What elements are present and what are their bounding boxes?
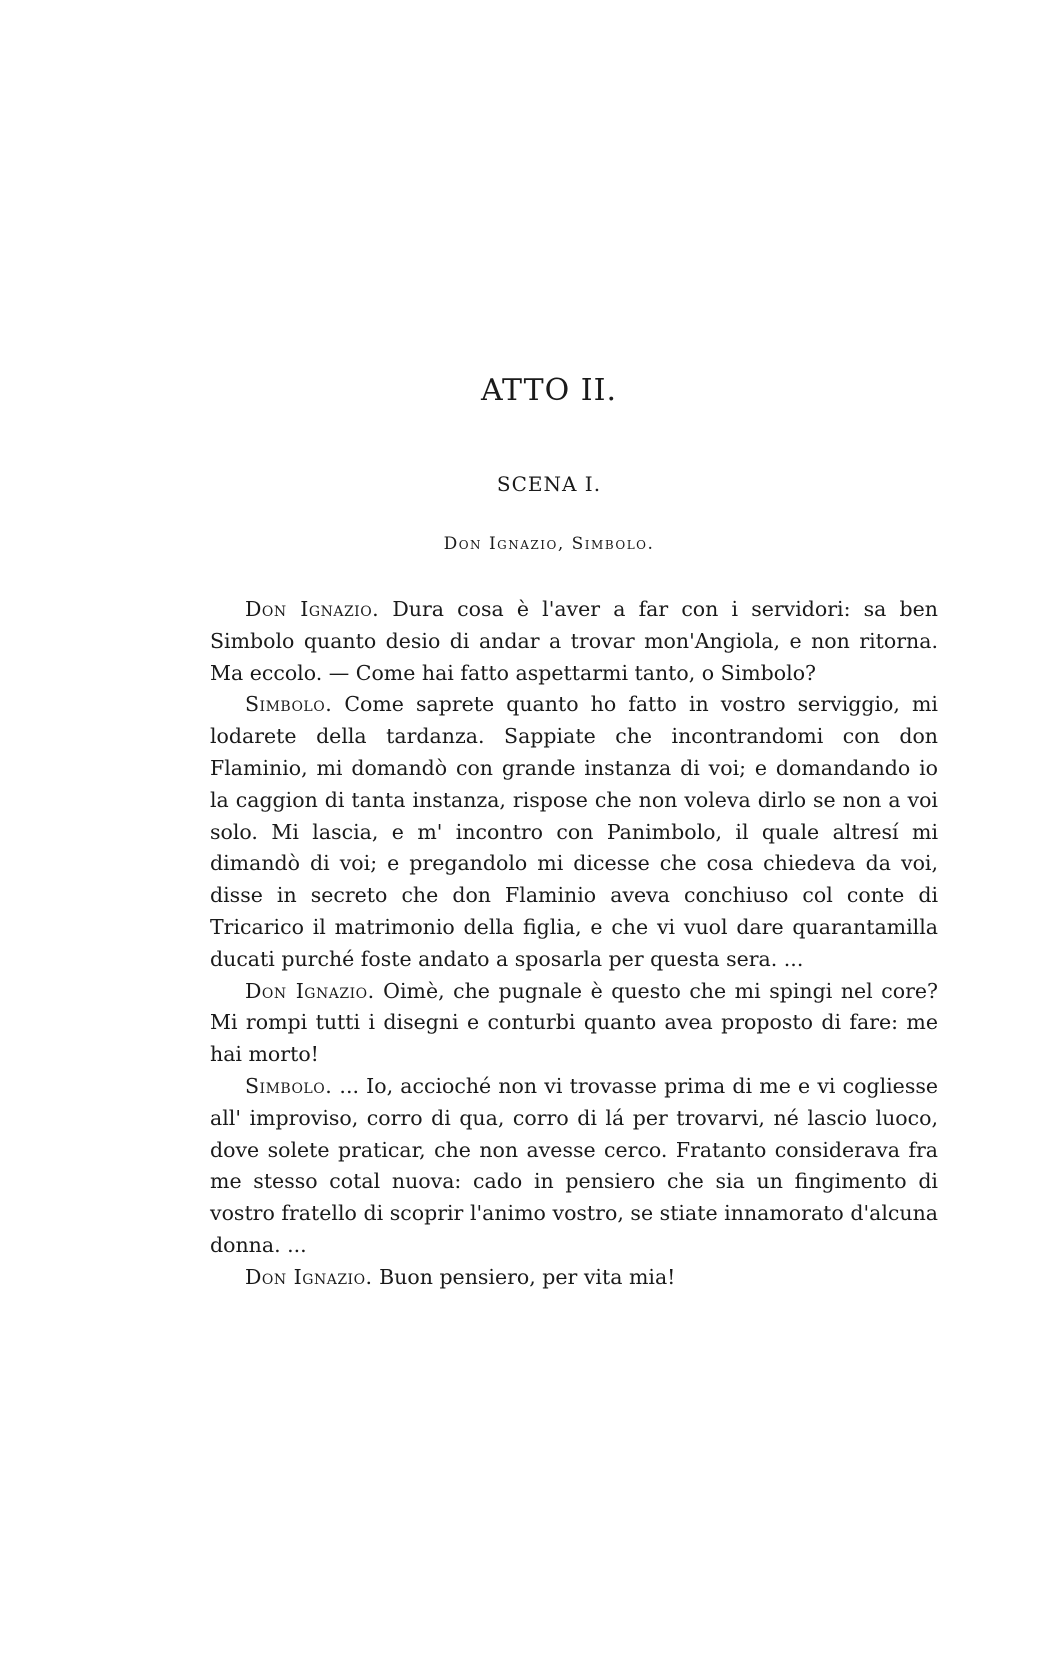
speech-text: Come saprete quanto ho fatto in vostro serviggio, mi lodarete della tardanza. Sappiate che incontrandomi con don Flaminio, mi domandò con grande instanza di voi; e domandando io la caggion di tanta instanza, rispose che non voleva dirlo se non a voi solo. Mi lascia, e m' incontro con Panimbolo, il quale altresí mi dimandò di voi; e pregandolo mi dicesse che cosa chiedeva da voi, disse in secreto che don Flaminio aveva conchiuso col conte di Tricarico il matrimonio della figlia, e che vi vuol dare quarantamilla ducati purché foste andato a sposarla per questa sera. ... [210, 692, 938, 971]
dialogue-paragraph [210, 1262, 938, 1294]
speech-text: ... Io, accioché non vi trovasse prima di me e vi cogliesse all' improviso, corro di qua, corro di lá per trovarvi, né lascio luoco, dove solete praticar, che non avesse cerco. Fratanto considerava fra me stesso cotal nuova: cado in pensiero che sia un fingimento di vostro fratello di scoprir l'animo vostro, se stiate innamorato d'alcuna donna. ... [210, 1073, 938, 1257]
speaker-name: Don Ignazio. [245, 978, 375, 1003]
dialogue-body [210, 594, 938, 1294]
speech-text: Buon pensiero, per vita mia! [379, 1264, 676, 1289]
dialogue-paragraph [210, 1071, 938, 1262]
dialogue-paragraph [210, 689, 938, 975]
speech-text: Oimè, che pugnale è questo che mi spingi nel core? Mi rompi tutti i disegni e conturbi quanto avea proposto di fare: me hai morto! [210, 978, 938, 1067]
speech-text: Dura cosa è l'aver a far con i servidori: sa ben Simbolo quanto desio di andar a trovar mon'Angiola, e non ritorna. Ma eccolo. — Come hai fatto aspettarmi tanto, o Simbolo? [210, 597, 938, 685]
speaker-name: Don Ignazio. [245, 597, 380, 621]
speaker-name: Simbolo. [245, 1073, 333, 1098]
scene-title: SCENA I. [496, 472, 602, 496]
scene-characters: Don Ignazio, Simbolo. [443, 534, 655, 554]
dialogue-paragraph [210, 594, 938, 689]
speaker-name: Simbolo. [245, 692, 333, 717]
act-title: ATTO II. [481, 373, 617, 408]
dialogue-paragraph [210, 976, 938, 1071]
speaker-name: Don Ignazio. [245, 1264, 373, 1289]
